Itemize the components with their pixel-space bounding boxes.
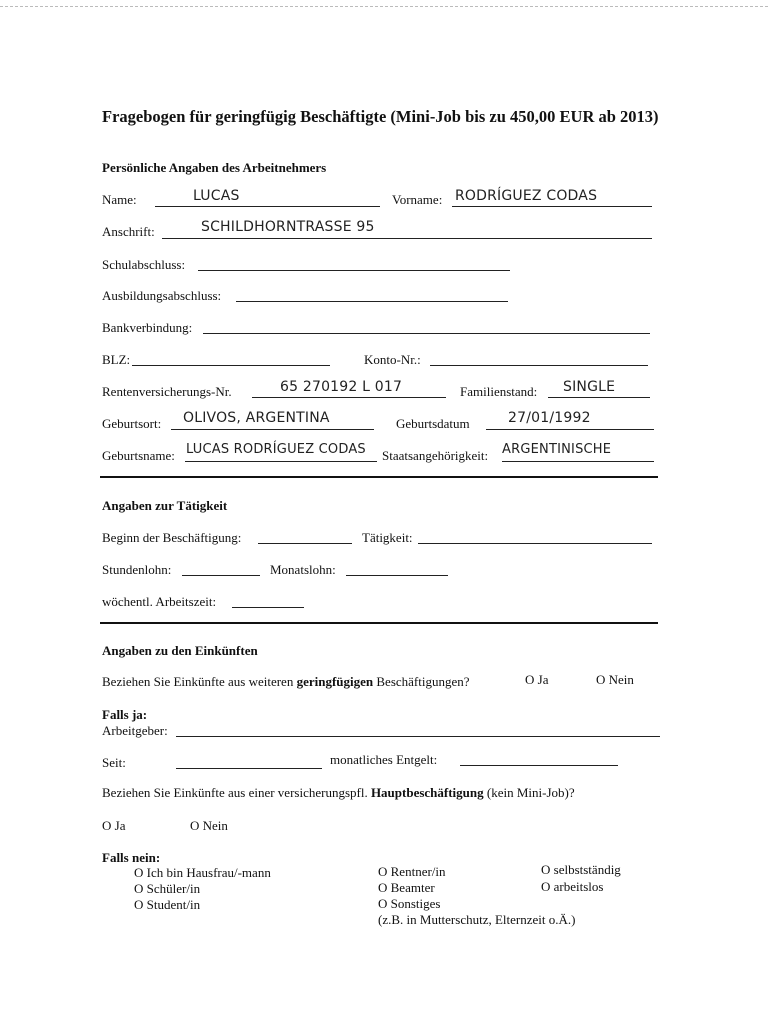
vorname-field-line[interactable] <box>452 206 652 207</box>
arbeitszeit-field-line[interactable] <box>232 607 304 608</box>
arbeitszeit-label: wöchentl. Arbeitszeit: <box>102 594 217 609</box>
option-selbststaendig[interactable]: O selbstständig <box>541 862 621 877</box>
monatslohn-label: Monatslohn: <box>270 562 336 577</box>
option-arbeitslos[interactable]: O arbeitslos <box>541 879 604 894</box>
sonstiges-note: (z.B. in Mutterschutz, Elternzeit o.Ä.) <box>378 912 576 927</box>
beginn-label: Beginn der Beschäftigung: <box>102 530 242 545</box>
name-value: LUCAS <box>193 188 240 204</box>
q1-pre: Beziehen Sie Einkünfte aus weiteren <box>102 674 297 689</box>
taetigkeit-label: Tätigkeit: <box>362 530 413 545</box>
falls-nein-heading: Falls nein: <box>102 850 161 865</box>
q1-option-ja[interactable]: O Ja <box>525 672 549 687</box>
vorname-value: RODRÍGUEZ CODAS <box>455 188 598 204</box>
section-activity-heading: Angaben zur Tätigkeit <box>102 498 228 513</box>
q1-bold: geringfügigen <box>296 674 374 689</box>
name-label: Name: <box>102 192 137 207</box>
name-field-line[interactable] <box>155 206 380 207</box>
q2-text <box>102 785 575 801</box>
ausbildung-field-line[interactable] <box>236 301 508 302</box>
staat-value: ARGENTINISCHE <box>502 442 612 457</box>
option-rentner[interactable]: O Rentner/in <box>378 864 446 879</box>
blz-label: BLZ: <box>102 352 131 367</box>
arbeitgeber-field-line[interactable] <box>176 736 660 737</box>
anschrift-value: SCHILDHORNTRASSE 95 <box>201 219 375 235</box>
geburtsdatum-label: Geburtsdatum <box>396 416 470 431</box>
form-title: Fragebogen für geringfügig Beschäftigte (Mini-Job bis zu 450,00 EUR ab 2013) <box>102 107 659 126</box>
arbeitgeber-label: Arbeitgeber: <box>102 723 168 738</box>
geburtsname-field-line[interactable] <box>185 461 377 462</box>
q2-option-nein[interactable]: O Nein <box>190 818 228 833</box>
option-student[interactable]: O Student/in <box>134 897 201 912</box>
option-sonstiges[interactable]: O Sonstiges <box>378 896 441 911</box>
section-divider-2 <box>100 622 658 624</box>
schulabschluss-field-line[interactable] <box>198 270 510 271</box>
rv-field-line[interactable] <box>252 397 446 398</box>
blz-field-line[interactable] <box>132 365 330 366</box>
geburtsort-field-line[interactable] <box>171 429 374 430</box>
vorname-label: Vorname: <box>392 192 443 207</box>
seit-label: Seit: <box>102 755 126 770</box>
option-beamter[interactable]: O Beamter <box>378 880 435 895</box>
anschrift-label: Anschrift: <box>102 224 155 239</box>
q2-post: (kein Mini-Job)? <box>483 785 575 800</box>
section-divider-1 <box>100 476 658 478</box>
falls-ja-heading: Falls ja: <box>102 707 148 722</box>
beginn-field-line[interactable] <box>258 543 352 544</box>
q2-bold: Hauptbeschäftigung <box>370 785 484 800</box>
geburtsname-label: Geburtsname: <box>102 448 175 463</box>
staat-label: Staatsangehörigkeit: <box>382 448 489 463</box>
option-hausfrau[interactable]: O Ich bin Hausfrau/-mann <box>134 865 271 880</box>
familienstand-field-line[interactable] <box>548 397 650 398</box>
scan-edge <box>0 6 768 7</box>
entgelt-label: monatliches Entgelt: <box>330 752 438 767</box>
ausbildung-label: Ausbildungsabschluss: <box>102 288 222 303</box>
section-income-heading: Angaben zu den Einkünften <box>102 643 258 658</box>
rv-value: 65 270192 L 017 <box>280 379 403 395</box>
option-schueler[interactable]: O Schüler/in <box>134 881 201 896</box>
taetigkeit-field-line[interactable] <box>418 543 652 544</box>
seit-field-line[interactable] <box>176 768 322 769</box>
q1-text <box>102 674 470 690</box>
geburtsdatum-field-line[interactable] <box>486 429 654 430</box>
familienstand-value: SINGLE <box>563 379 616 395</box>
rv-label: Rentenversicherungs-Nr. <box>102 384 232 399</box>
geburtsname-value: LUCAS RODRÍGUEZ CODAS <box>186 442 366 457</box>
q1-post: Beschäftigungen? <box>373 674 470 689</box>
entgelt-field-line[interactable] <box>460 765 618 766</box>
stundenlohn-label: Stundenlohn: <box>102 562 172 577</box>
q2-pre: Beziehen Sie Einkünfte aus einer versicherungspfl. <box>102 785 371 800</box>
section-personal-heading: Persönliche Angaben des Arbeitnehmers <box>102 160 327 175</box>
konto-label: Konto-Nr.: <box>364 352 421 367</box>
staat-field-line[interactable] <box>502 461 654 462</box>
geburtsort-value: OLIVOS, ARGENTINA <box>183 410 330 426</box>
bank-label: Bankverbindung: <box>102 320 193 335</box>
monatslohn-field-line[interactable] <box>346 575 448 576</box>
geburtsdatum-value: 27/01/1992 <box>508 410 591 426</box>
konto-field-line[interactable] <box>430 365 648 366</box>
familienstand-label: Familienstand: <box>460 384 538 399</box>
q1-option-nein[interactable]: O Nein <box>596 672 634 687</box>
geburtsort-label: Geburtsort: <box>102 416 162 431</box>
schulabschluss-label: Schulabschluss: <box>102 257 186 272</box>
q2-option-ja[interactable]: O Ja <box>102 818 126 833</box>
bank-field-line[interactable] <box>203 333 650 334</box>
anschrift-field-line[interactable] <box>162 238 652 239</box>
stundenlohn-field-line[interactable] <box>182 575 260 576</box>
